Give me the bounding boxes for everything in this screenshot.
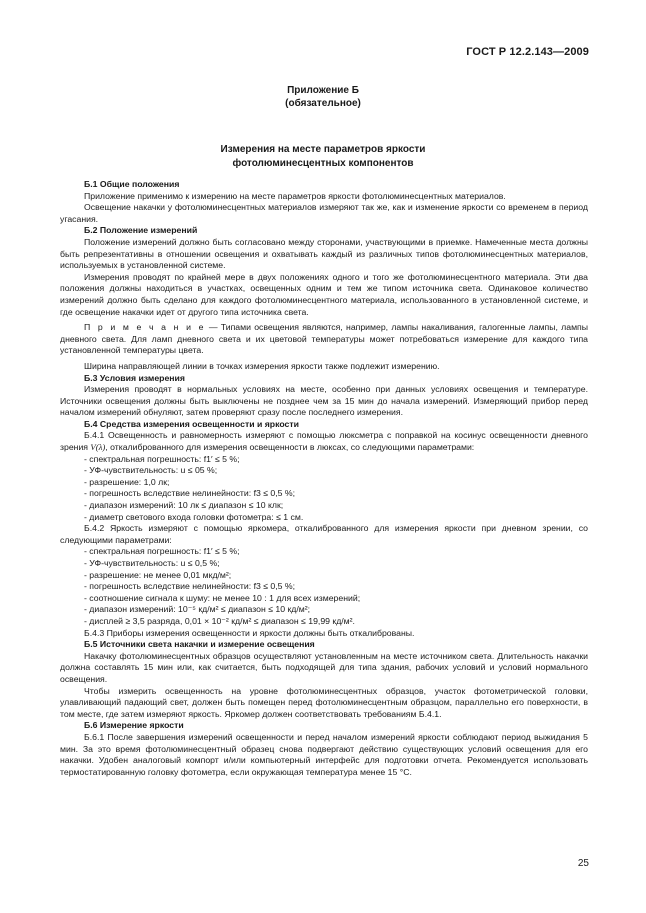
list-item: - УФ-чувствительность: u ≤ 05 %; [84,465,218,476]
parameter-list-luxmeter [60,454,588,524]
list-item: - соотношение сигнала к шуму: не менее 10 : 1 для всех измерений; [84,592,361,603]
appendix-title: Приложение Б [287,85,359,96]
list-item: - диапазон измерений: 10⁻⁵ кд/м² ≤ диапазон ≤ 10 кд/м²; [84,604,311,615]
list-item: - погрешность вследствие нелинейности: f3 ≤ 0,5 %; [84,488,296,499]
paragraph: Освещение накачки у фотолюминесцентных материалов измеряют так же, как и изменение яркости со временем в период угасания. [60,202,588,224]
paragraph: Б.6.1 После завершения измерений освещенности и перед началом измерений яркости соблюдают период выжидания 5 мин. За это время фотолюминесцентный образец снова подвергают действию существующих условий освещения для его накачки. Удобен аналоговый компорт и/или компьютерный интерфейс для подготовки отчета. Рекомендуется использовать термостатированную головку фотометра, если окружающая температура менее 15 °С. [60,731,588,777]
section-heading-b3: Б.3 Условия измерения [84,372,185,383]
list-item: - диаметр светового входа головки фотометра: ≤ 1 см. [84,511,304,522]
document-title-line-1: Измерения на месте параметров яркости [220,144,426,155]
note-label: П р и м е ч а н и е [84,322,206,333]
list-item: - спектральная погрешность: f1′ ≤ 5 %; [84,546,240,557]
appendix-heading [0,84,646,110]
section-heading-b5: Б.5 Источники света накачки и измерение освещения [84,639,315,650]
list-item: - дисплей ≥ 3,5 разряда, 0,01 × 10⁻² кд/м² ≤ диапазон ≤ 19,99 кд/м². [84,615,355,626]
paragraph: Чтобы измерить освещенность на уровне фотолюминесцентных образцов, участок фотометрической головки, улавливающий падающий свет, должен быть помещен перед фотолюминесцентным образцом, параллельно его поверхности, в том месте, где затем измеряют яркость. Яркомер должен соответствовать требованиям Б.4.1. [60,685,588,719]
standard-code: ГОСТ Р 12.2.143—2009 [466,46,589,58]
section-heading-b1: Б.1 Общие положения [84,179,180,189]
document-title [0,143,646,171]
list-item: - разрешение: 1,0 лк; [84,476,170,487]
paragraph [60,430,588,453]
page-number: 25 [577,858,589,869]
note-text: — Типами освещения являются, например, лампы накаливания, галогенные лампы, лампы дневного света. Для ламп дневного света и их цветовой температуры может потребоваться измерение для каждого типа установленной температуры цвета. [60,322,588,356]
paragraph: Положение измерений должно быть согласовано между сторонами, участвующими в приемке. Намеченные места должны быть репрезентативны в отношении освещения и охватывать каждый из различных типов фотолюминесцентных материалов, используемых в установленной системе. [60,236,588,271]
paragraph: Накачку фотолюминесцентных образцов осуществляют установленным на месте источником света. Длительность накачки должна составлять 15 мин или, как считается, быть подходящей для типа здания, рабочих условий и условий нормального освещения. [60,650,588,684]
section-heading-b4: Б.4 Средства измерения освещенности и яркости [84,418,299,429]
paragraph-text: , откалиброванного для измерения освещенности в люксах, со следующими параметрами: [105,442,475,453]
section-heading-b6: Б.6 Измерение яркости [84,720,184,731]
paragraph: Б.4.2 Яркость измеряют с помощью яркомера, откалиброванного для измерения яркости при дневном зрении, со следующими параметрами: [60,523,588,545]
document-title-line-2: фотолюминесцентных компонентов [232,158,414,169]
list-item: - разрешение: не менее 0,01 мкд/м²; [84,569,232,580]
parameter-list-luminance-meter [60,546,588,627]
list-item: - спектральная погрешность: f1′ ≤ 5 %; [84,453,240,464]
list-item: - погрешность вследствие нелинейности: f3 ≤ 0,5 %; [84,581,296,592]
paragraph: Измерения проводят по крайней мере в двух положениях одного и того же фотолюминесцентного материала. Эти два положения должны находиться в участках, освещенных одним и тем же типом источника света. Одинаковое количество измерений должно быть сделано для каждого фотолюминесцентного материала, использованного в установленной системе, и где освещение накачки идет от другого типа источника света. [60,271,588,317]
paragraph: Приложение применимо к измерению на месте параметров яркости фотолюминесцентных материалов. [84,190,506,201]
body-text [60,179,588,778]
list-item: - УФ-чувствительность: u ≤ 0,5 %; [84,558,220,568]
appendix-status: (обязательное) [285,98,361,109]
list-item: - диапазон измерений: 10 лк ≤ диапазон ≤ 10 клк; [84,500,284,511]
paragraph: Ширина направляющей линии в точках измерения яркости также подлежит измерению. [84,360,440,371]
formula: V(λ) [90,442,106,453]
note [60,322,588,357]
paragraph-text: Б.4.1 Освещенность и равномерность измеряют с помощью люксметра с поправкой на косинус освещенности дневного зрения [60,430,588,453]
paragraph: Измерения проводят в нормальных условиях на месте, особенно при данных условиях освещения и температуре. Источники освещения должны быть выключены не позднее чем за 15 мин до начала измерений. Измеряющий прибор перед началом измерений обнуляют, затем проверяют сразу после последнего измерения. [60,384,588,418]
paragraph: Б.4.3 Приборы измерения освещенности и яркости должны быть откалиброваны. [84,627,415,638]
section-heading-b2: Б.2 Положение измерений [84,225,198,236]
